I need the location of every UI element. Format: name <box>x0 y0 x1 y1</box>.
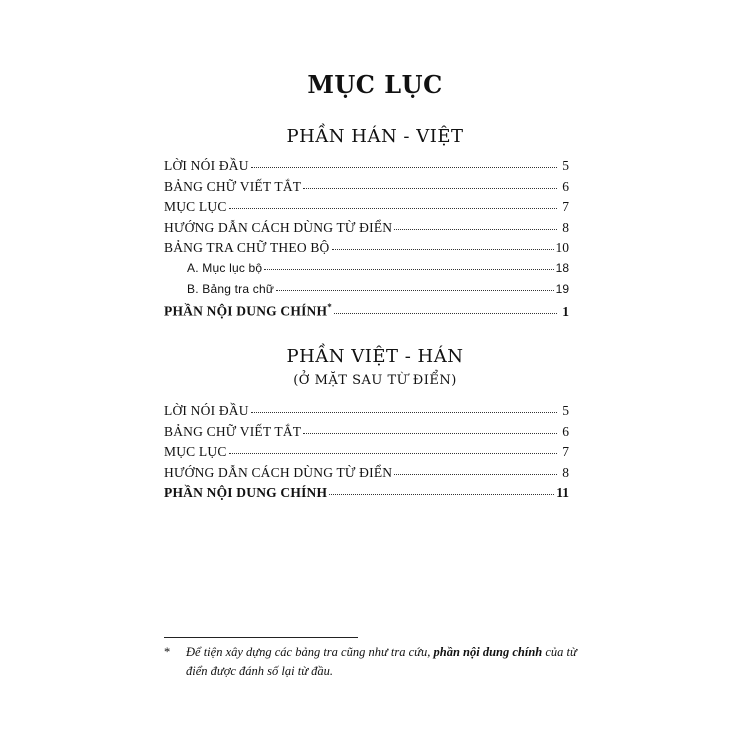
toc-entry <box>164 158 569 179</box>
toc-entry-page: 10 <box>555 240 569 256</box>
footnote-divider <box>164 637 358 638</box>
toc-entry-page: 19 <box>555 281 569 296</box>
dot-leader <box>229 207 557 209</box>
toc-list-section-1 <box>164 158 569 323</box>
dot-leader <box>251 411 557 413</box>
toc-entry <box>164 444 569 465</box>
toc-entry-label: LỜI NÓI ĐẦU <box>164 403 249 418</box>
footnote-mark: * <box>164 645 171 659</box>
page-title: MỤC LỤC <box>307 70 443 99</box>
toc-entry-label: B. Bảng tra chữ <box>187 281 275 296</box>
toc-entry-page: 1 <box>562 303 569 319</box>
dot-leader <box>251 166 557 168</box>
footnote-text-before: Để tiện xây dựng các bảng tra cũng như tra cứu, <box>186 645 434 659</box>
toc-entry-label: BẢNG CHỮ VIẾT TẮT <box>164 178 302 194</box>
footnote-text-after: của từ điển được đánh số lại từ đầu. <box>186 645 577 678</box>
toc-entry-page: 8 <box>562 219 569 235</box>
toc-entry-page: 7 <box>562 444 569 460</box>
toc-entry <box>164 485 569 506</box>
toc-entry <box>164 240 569 261</box>
footnote <box>164 643 594 681</box>
toc-entry <box>164 424 569 445</box>
dot-leader <box>264 268 553 270</box>
toc-entry <box>164 179 569 200</box>
toc-entry <box>164 199 569 220</box>
footnote-reference: * <box>327 302 332 313</box>
toc-entry-label: LỜI NÓI ĐẦU <box>164 158 249 173</box>
toc-entry <box>164 220 569 241</box>
toc-entry <box>164 465 569 486</box>
section-2-subtitle: (Ở MẶT SAU TỪ ĐIỂN) <box>293 373 457 388</box>
toc-entry-page: 6 <box>562 423 569 439</box>
toc-entry-label <box>164 302 332 320</box>
footnote-text <box>186 643 594 681</box>
toc-subentry <box>164 261 569 282</box>
section-1-title: PHẦN HÁN - VIỆT <box>286 126 464 147</box>
toc-entry-label: BẢNG TRA CHỮ THEO BỘ <box>164 240 330 256</box>
dot-leader <box>394 228 557 230</box>
toc-entry-page: 5 <box>562 403 569 418</box>
toc-entry-text: PHẦN NỘI DUNG CHÍNH <box>164 303 328 319</box>
dot-leader <box>229 452 557 454</box>
toc-entry-page: 11 <box>556 485 569 501</box>
dot-leader <box>332 248 554 250</box>
dot-leader <box>394 473 557 475</box>
toc-entry-label: HƯỚNG DẪN CÁCH DÙNG TỪ ĐIỂN <box>164 219 393 235</box>
toc-list-section-2 <box>164 403 569 506</box>
toc-entry <box>164 302 569 323</box>
dot-leader <box>276 289 554 291</box>
toc-entry-page: 6 <box>562 178 569 194</box>
dot-leader <box>334 312 557 314</box>
toc-entry-page: 5 <box>562 158 569 173</box>
footnote-text-bold: phần nội dung chính <box>433 645 543 659</box>
dot-leader <box>303 432 557 434</box>
toc-entry-label: MỤC LỤC <box>164 444 227 460</box>
toc-entry-label: A. Mục lục bộ <box>187 260 263 275</box>
toc-subentry <box>164 282 569 303</box>
toc-entry-page: 7 <box>562 199 569 215</box>
toc-entry-label: PHẦN NỘI DUNG CHÍNH <box>164 485 328 501</box>
dot-leader <box>329 493 554 495</box>
section-2-title: PHẦN VIỆT - HÁN <box>286 346 464 367</box>
dot-leader <box>303 187 557 189</box>
toc-entry <box>164 403 569 424</box>
toc-entry-page: 8 <box>562 464 569 480</box>
toc-entry-label: BẢNG CHỮ VIẾT TẮT <box>164 423 302 439</box>
toc-entry-label: HƯỚNG DẪN CÁCH DÙNG TỪ ĐIỂN <box>164 464 393 480</box>
toc-entry-page: 18 <box>555 260 569 275</box>
toc-entry-label: MỤC LỤC <box>164 199 227 215</box>
